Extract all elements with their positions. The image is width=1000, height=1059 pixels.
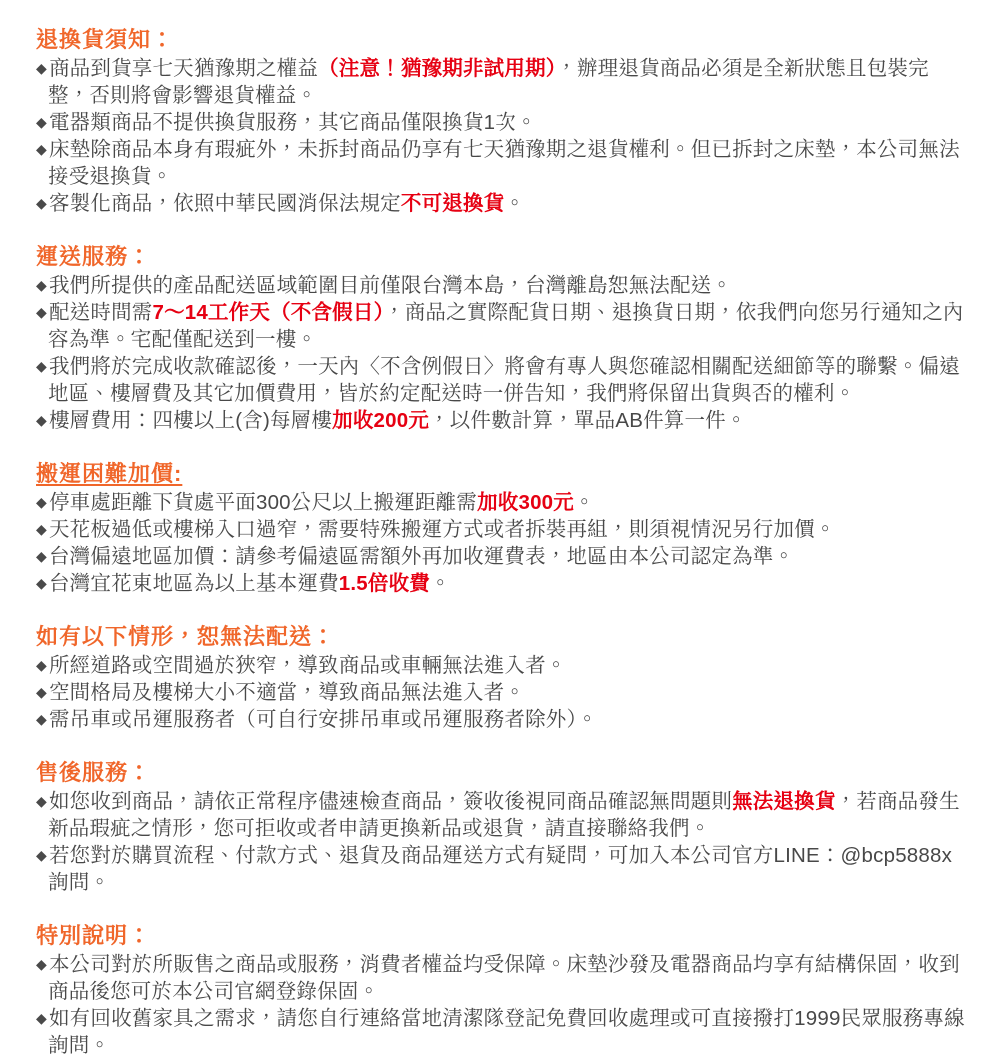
notice-text: 配送時間需 bbox=[48, 301, 153, 324]
notice-item bbox=[36, 570, 966, 597]
bullet-diamond-icon: ◆ bbox=[36, 684, 47, 700]
notice-item bbox=[36, 190, 966, 217]
section-heading: 運送服務： bbox=[36, 244, 152, 269]
section-item-list bbox=[36, 272, 966, 434]
notice-item bbox=[36, 55, 966, 109]
notice-item bbox=[36, 543, 966, 570]
notice-item bbox=[36, 679, 966, 706]
section-item-list bbox=[36, 788, 966, 896]
notice-item bbox=[36, 1005, 966, 1059]
bullet-diamond-icon: ◆ bbox=[36, 657, 47, 673]
emphasis-text: 無法退換貨 bbox=[732, 790, 836, 813]
notice-text: 本公司對於所販售之商品或服務，消費者權益均受保障。床墊沙發及電器商品均享有結構保固，收到商品後您可於本公司官網登錄保固。 bbox=[48, 953, 960, 1003]
notice-item bbox=[36, 353, 966, 407]
bullet-diamond-icon: ◆ bbox=[36, 494, 47, 510]
bullet-diamond-icon: ◆ bbox=[36, 114, 47, 130]
notice-item bbox=[36, 842, 966, 896]
emphasis-text: 7～14工作天（不含假日） bbox=[152, 301, 385, 324]
bullet-diamond-icon: ◆ bbox=[36, 277, 47, 293]
bullet-diamond-icon: ◆ bbox=[36, 847, 47, 863]
section-heading: 如有以下情形，恕無法配送： bbox=[36, 624, 336, 649]
notice-text: 。 bbox=[429, 572, 451, 595]
notice-text: 需吊車或吊運服務者（可自行安排吊車或吊運服務者除外）。 bbox=[48, 708, 598, 731]
notice-item bbox=[36, 136, 966, 190]
notice-text: 台灣宜花東地區為以上基本運費 bbox=[48, 572, 339, 595]
notice-item bbox=[36, 489, 966, 516]
notice-item bbox=[36, 788, 966, 842]
notice-text: 停車處距離下貨處平面300公尺以上搬運距離需 bbox=[48, 491, 478, 514]
emphasis-text: （注意！猶豫期非試用期） bbox=[318, 57, 557, 80]
emphasis-text: 加收300元 bbox=[477, 491, 574, 514]
section-heading: 搬運困難加價: bbox=[36, 461, 183, 486]
notice-text: 床墊除商品本身有瑕疵外，未拆封商品仍享有七天猶豫期之退貨權利。但已拆封之床墊，本公司無法接受退換貨。 bbox=[48, 138, 960, 188]
notice-text: 電器類商品不提供換貨服務，其它商品僅限換貨1次。 bbox=[48, 111, 537, 134]
notice-text: 天花板過低或樓梯入口過窄，需要特殊搬運方式或者拆裝再組，則須視情況另行加價。 bbox=[48, 518, 836, 541]
notice-text: 如您收到商品，請依正常程序儘速檢查商品，簽收後視同商品確認無問題則 bbox=[48, 790, 733, 813]
emphasis-text: 不可退換貨 bbox=[400, 192, 505, 215]
policy-section bbox=[36, 243, 966, 434]
notice-item bbox=[36, 516, 966, 543]
section-item-list bbox=[36, 489, 966, 597]
notice-text: ，商品之實際配貨日期、退換貨日期，依我們向您另行通知之內容為準。宅配僅配送到一樓。 bbox=[48, 301, 964, 351]
emphasis-text: 加收200元 bbox=[332, 409, 430, 432]
notice-text: 。 bbox=[573, 491, 595, 514]
notice-item bbox=[36, 299, 966, 353]
notice-item bbox=[36, 407, 966, 434]
bullet-diamond-icon: ◆ bbox=[36, 412, 47, 428]
notice-text: 若您對於購買流程、付款方式、退貨及商品運送方式有疑問，可加入本公司官方LINE：@bcp5888x詢問。 bbox=[48, 844, 953, 894]
notice-text: 台灣偏遠地區加價：請參考偏遠區需額外再加收運費表，地區由本公司認定為準。 bbox=[48, 545, 795, 568]
notice-text: 客製化商品，依照中華民國消保法規定 bbox=[48, 192, 401, 215]
notice-text: 我們將於完成收款確認後，一天內〈不含例假日〉將會有專人與您確認相關配送細節等的聯繫。偏遠地區、樓層費及其它加價費用，皆於約定配送時一併告知，我們將保留出貨與否的權利。 bbox=[48, 355, 960, 405]
policy-section bbox=[36, 460, 966, 597]
bullet-diamond-icon: ◆ bbox=[36, 358, 47, 374]
notice-text: 如有回收舊家具之需求，請您自行連絡當地清潔隊登記免費回收處理或可直接撥打1999民眾服務專線詢問。 bbox=[48, 1007, 965, 1057]
notice-text: 我們所提供的產品配送區域範圍目前僅限台灣本島，台灣離島恕無法配送。 bbox=[48, 274, 733, 297]
notice-text: 。 bbox=[504, 192, 526, 215]
section-item-list bbox=[36, 55, 966, 217]
notice-item bbox=[36, 706, 966, 733]
section-item-list bbox=[36, 652, 966, 733]
notice-item bbox=[36, 109, 966, 136]
emphasis-text: 1.5倍收費 bbox=[338, 572, 430, 595]
section-heading: 售後服務： bbox=[36, 760, 152, 785]
notice-text: ，若商品發生新品瑕疵之情形，您可拒收或者申請更換新品或退貨，請直接聯絡我們。 bbox=[48, 790, 960, 840]
bullet-diamond-icon: ◆ bbox=[36, 575, 47, 591]
notice-text: 空間格局及樓梯大小不適當，導致商品無法進入者。 bbox=[48, 681, 526, 704]
bullet-diamond-icon: ◆ bbox=[36, 304, 47, 320]
bullet-diamond-icon: ◆ bbox=[36, 60, 47, 76]
notice-text: 所經道路或空間過於狹窄，導致商品或車輛無法進入者。 bbox=[48, 654, 567, 677]
bullet-diamond-icon: ◆ bbox=[36, 711, 47, 727]
bullet-diamond-icon: ◆ bbox=[36, 956, 47, 972]
bullet-diamond-icon: ◆ bbox=[36, 195, 47, 211]
policy-section bbox=[36, 26, 966, 217]
policy-section bbox=[36, 922, 966, 1059]
policy-section bbox=[36, 623, 966, 733]
notice-text: 商品到貨享七天猶豫期之權益 bbox=[48, 57, 319, 80]
notice-text: ，以件數計算，單品AB件算一件。 bbox=[429, 409, 747, 432]
notice-text: ，辦理退貨商品必須是全新狀態且包裝完整，否則將會影響退貨權益。 bbox=[48, 57, 929, 107]
bullet-diamond-icon: ◆ bbox=[36, 141, 47, 157]
notice-item bbox=[36, 272, 966, 299]
section-item-list bbox=[36, 951, 966, 1059]
notice-text: 樓層費用：四樓以上(含)每層樓 bbox=[48, 409, 333, 432]
bullet-diamond-icon: ◆ bbox=[36, 521, 47, 537]
bullet-diamond-icon: ◆ bbox=[36, 793, 47, 809]
section-heading: 特別說明： bbox=[36, 923, 152, 948]
policy-section bbox=[36, 759, 966, 896]
bullet-diamond-icon: ◆ bbox=[36, 1010, 47, 1026]
bullet-diamond-icon: ◆ bbox=[36, 548, 47, 564]
notice-item bbox=[36, 951, 966, 1005]
notice-item bbox=[36, 652, 966, 679]
section-heading: 退換貨須知： bbox=[36, 27, 175, 52]
